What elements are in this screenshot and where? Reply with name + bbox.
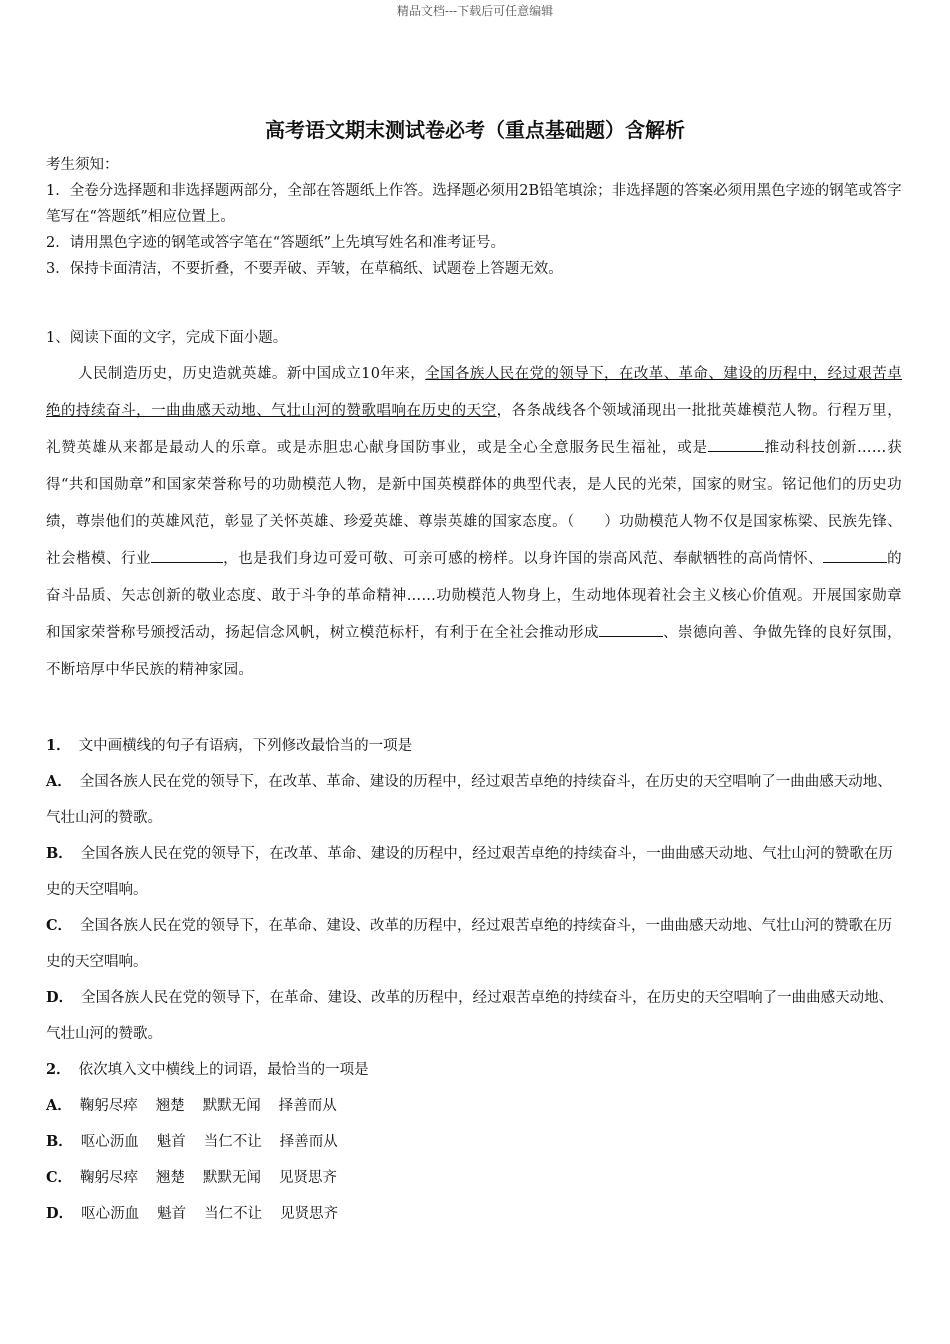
fill-blank (708, 437, 764, 452)
passage-text: ，各条战线各个领域涌现出一批批英雄模范人物。行程万里，礼赞英雄从来都是最动人的乐章。或是赤胆忠心献身国防事业，或是全心全意服务民生福祉，或是 (46, 403, 902, 456)
question-text: 依次填入文中横线上的词语，最恰当的一项是 (78, 1062, 369, 1078)
option-text: 全国各族人民在党的领导下，在革命、建设、改革的历程中，经过艰苦卓绝的持续奋斗，在历史的天空唱响了一曲曲感天动地、气壮山河的赞歌。 (46, 990, 894, 1042)
option-letter: D． (46, 1205, 74, 1222)
option-word: 当仁不让 (203, 1134, 262, 1150)
option-letter: C． (46, 917, 73, 934)
header-note: 精品文档---下载后可任意编辑 (396, 4, 554, 18)
option-letter: A． (46, 773, 72, 790)
underlined-sentence: 全国各族人民在党的领导下，在改革、革命、建设的历程中，经过艰苦卓绝的持续奋斗，一曲曲感天动地、气壮山河的赞歌唱响在历史的天空 (46, 366, 902, 419)
fill-blank (823, 548, 887, 563)
option-letter: B． (46, 1133, 73, 1150)
passage-text: 的奋斗品质、矢志创新的敬业态度、敢于斗争的革命精神……功勋模范人物身上，生动地体现着社会主义核心价值观。开展国家勋章和国家荣誉称号颁授活动，扬起信念风帆，树立模范标杆，有利于在全社会推动形成 (46, 551, 902, 641)
page-title: 高考语文期末测试卷必考（重点基础题）含解析 (265, 118, 685, 142)
option-word: 默默无闻 (202, 1098, 261, 1114)
option-letter: C． (46, 1169, 73, 1186)
option-a (46, 1088, 902, 1124)
option-c (46, 908, 902, 980)
option-a (46, 764, 902, 836)
reading-passage (46, 356, 902, 689)
question-text: 文中画横线的句子有语病，下列修改最恰当的一项是 (78, 738, 413, 754)
passage-text: ，也是我们身边可爱可敬、可亲可感的榜样。以身许国的崇高风范、奉献牺牲的高尚情怀、 (222, 551, 823, 567)
passage-text: 人民制造历史，历史造就英雄。新中国成立10年来， (78, 366, 426, 382)
option-text: 全国各族人民在党的领导下，在革命、建设、改革的历程中，经过艰苦卓绝的持续奋斗，一曲曲感天动地、气壮山河的赞歌在历史的天空唱响。 (46, 918, 893, 970)
option-text: 全国各族人民在党的领导下，在改革、革命、建设的历程中，经过艰苦卓绝的持续奋斗，一曲曲感天动地、气壮山河的赞歌在历史的天空唱响。 (46, 846, 893, 898)
option-word: 鞠躬尽瘁 (80, 1170, 139, 1186)
option-b (46, 1124, 902, 1160)
option-word: 见贤思齐 (279, 1170, 338, 1186)
option-d (46, 1196, 902, 1232)
notice-item: 2．请用黑色字迹的钢笔或答字笔在“答题纸”上先填写姓名和准考证号。 (46, 235, 506, 251)
option-word: 呕心沥血 (80, 1134, 139, 1150)
option-b (46, 836, 902, 908)
option-word: 当仁不让 (204, 1206, 263, 1222)
option-word: 见贤思齐 (280, 1206, 339, 1222)
notice-item: 3．保持卡面清洁，不要折叠，不要弄破、弄皱，在草稿纸、试题卷上答题无效。 (46, 261, 563, 277)
notice-block (46, 152, 906, 282)
option-text: 全国各族人民在党的领导下，在改革、革命、建设的历程中，经过艰苦卓绝的持续奋斗，在历史的天空唱响了一曲曲感天动地、气壮山河的赞歌。 (46, 774, 892, 826)
fill-blank (599, 622, 663, 637)
option-word: 呕心沥血 (81, 1206, 140, 1222)
option-word: 鞠躬尽瘁 (79, 1098, 138, 1114)
passage-text: 推动科技创新……获得“共和国勋章”和国家荣誉称号的功勋模范人物，是新中国英模群体的典型代表，是人民的光荣，国家的财宝。铭记他们的历史功绩，尊崇他们的英雄风范，彰显了关怀英雄、珍爱英雄、尊崇英雄的国家态度。（ ）功勋模范人物不仅是国家栋梁、民族先锋、社会楷模、行业 (46, 440, 902, 567)
question-intro: 1、阅读下面的文字，完成下面小题。 (46, 330, 288, 346)
passage-text: 、崇德向善、争做先锋的良好氛围，不断培厚中华民族的精神家园。 (46, 625, 902, 678)
option-word: 择善而从 (279, 1134, 338, 1150)
question-number: 2． (46, 1061, 71, 1078)
notice-heading: 考生须知： (46, 157, 119, 173)
notice-item: 1．全卷分选择题和非选择题两部分，全部在答题纸上作答。选择题必须用2B铅笔填涂；非选择题的答案必须用黑色字迹的钢笔或答字笔写在“答题纸”相应位置上。 (46, 183, 902, 225)
option-word: 魁首 (156, 1134, 186, 1150)
option-letter: B． (46, 845, 73, 862)
question-number: 1． (46, 737, 71, 754)
option-letter: A． (46, 1097, 72, 1114)
question-stem (46, 728, 902, 764)
option-word: 翘楚 (155, 1098, 185, 1114)
option-word: 择善而从 (278, 1098, 337, 1114)
option-word: 魁首 (157, 1206, 187, 1222)
fill-blank (151, 548, 223, 563)
questions (46, 728, 902, 1232)
option-c (46, 1160, 902, 1196)
question-stem (46, 1052, 902, 1088)
option-word: 翘楚 (156, 1170, 186, 1186)
option-letter: D． (46, 989, 74, 1006)
option-d (46, 980, 902, 1052)
option-word: 默默无闻 (203, 1170, 262, 1186)
